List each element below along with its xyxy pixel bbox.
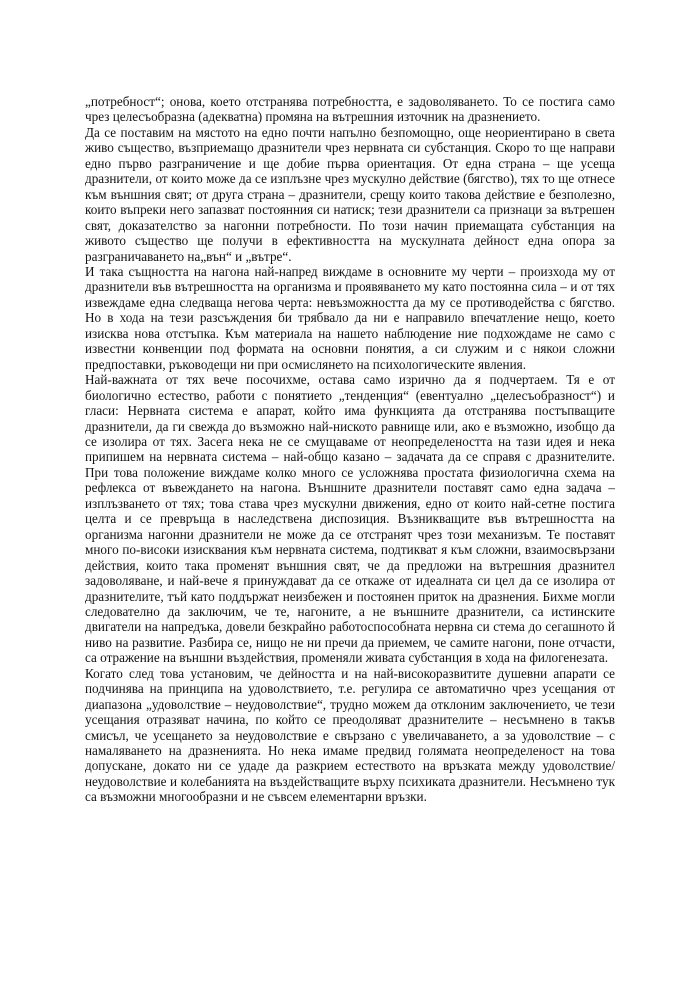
- paragraph-1: „потребност“; онова, което отстранява потребността, е задоволяването. То се постига само чрез целесъобразна (адекватна) промяна на вътрешния източник на дразнението.: [85, 94, 615, 125]
- body-text: [85, 94, 615, 805]
- paragraph-5: Когато след това установим, че дейността и на най-високоразвитите душевни апарати се подчинява на принципа на удоволствието, т.е. регулира се автоматично чрез усещания от диапазона „удоволствие – неудоволствие“, трудно можем да отклоним заключението, че тези усещания отразяват начина, по който се преодоляват дразнителите – несъмнено в такъв смисъл, че усещането за неудоволствие е свързано с увеличаването, а за удоволствие – с намаляването на дразненията. Но нека имаме предвид голямата неопределеност на това допускане, докато ни се удаде да разкрием естеството на връзката между удоволствие/неудоволствие и колебанията на въздействащите върху психиката дразнители. Несъмнено тук са възможни многообразни и не съвсем елементарни връзки.: [85, 665, 615, 805]
- paragraph-3: И така същността на нагона най-напред виждаме в основните му черти – произхода му от дразнители във вътрешността на организма и проявяването му като постоянна сила – и от тях извеждаме една следваща негова черта: невъзможността да му се противодейства с бягство. Но в хода на тези разсъждения би трябвало да ни е направило впечатление нещо, което изисква нова отстъпка. Към материала на нашето наблюдение ние подхождаме не само с известни конвенции под формата на основни понятия, а си служим и с някои сложни предпоставки, ръководещи ни при осмислянето на психологическите явления.: [85, 263, 615, 372]
- paragraph-2: Да се поставим на мястото на едно почти напълно безпомощно, още неориентирано в света живо същество, възприемащо дразнители чрез нервната си субстанция. Скоро то ще направи едно първо разграничение и ще добие първа ориентация. От една страна – ще усеща дразнители, от които може да се изплъзне чрез мускулно действие (бягство), тях то ще отнесе към външния свят; от друга страна – дразнители, срещу които такова действие е безполезно, които въпреки него запазват постоянния си натиск; тези дразнители са признаци за вътрешен свят, доказателство за нагонни потребности. По този начин приемащата субстанция на живото същество ще получи в ефективността на мускулната дейност една опора за разграничаването на„вън“ и „вътре“.: [85, 124, 615, 264]
- paragraph-4: Най-важната от тях вече посочихме, остава само изрично да я подчертаем. Тя е от биологично естество, работи с понятието „тенденция“ (евентуално „целесъобразност“) и гласи: Нервната система е апарат, който има функцията да отстранява постъпващите дразнители, да ги свежда до възможно най-ниското равнище или, ако е възможно, изобщо да се изолира от тях. Засега нека не се смущаваме от неопределеността на тази идея и нека припишем на нервната система – най-общо казано – задачата да се справя с дразнителите. При това положение виждаме колко много се усложнява простата физиологична схема на рефлекса от въвеждането на нагона. Външните дразнители поставят само една задача – изплъзването от тях; това става чрез мускулни движения, едно от които най-сетне постига целта и се превръща в наследствена диспозиция. Възникващите във вътрешността на организма нагонни дразнители не може да се отстранят чрез този механизъм. Те поставят много по-високи изисквания към нервната система, подтикват я към сложни, взаимосвързани действия, които така променят външния свят, че да предложи на вътрешния дразнител задоволяване, и най-вече я принуждават да се откаже от идеалната си цел да се изолира от дразнителите, тъй като поддържат неизбежен и постоянен приток на дразнения. Бихме могли следователно да заключим, че те, нагоните, а не външните дразнители, са истинските двигатели на напредъка, довели безкрайно работоспособната нервна си стема до сегашното й ниво на развитие. Разбира се, нищо не ни пречи да приемем, че самите нагони, поне отчасти, са отражение на външни въздействия, променяли живата субстанция в хода на филогенезата.: [85, 372, 615, 666]
